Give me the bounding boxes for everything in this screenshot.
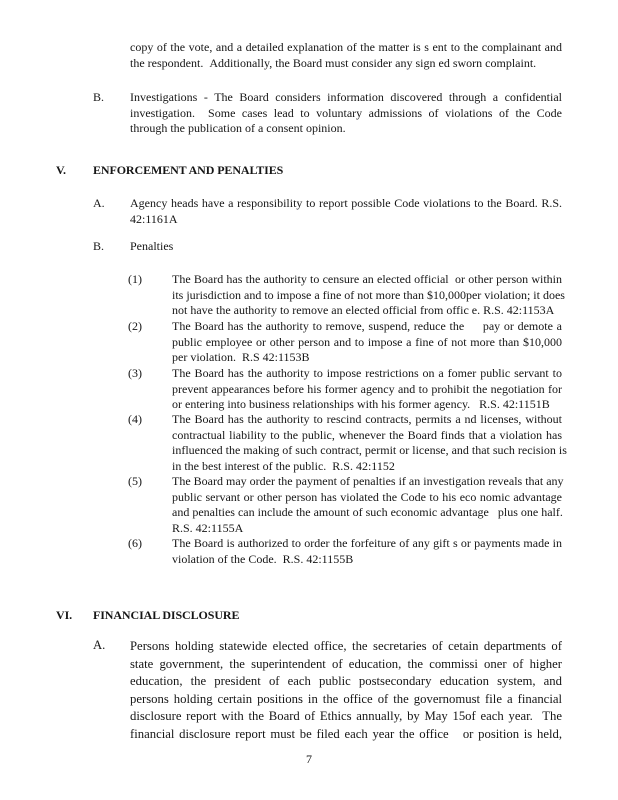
penalty-item-3 <box>128 366 562 413</box>
text-line: and penalties can include the amount of such economic advantage plus one half. <box>172 505 563 519</box>
paragraph-lines <box>172 474 562 536</box>
text-line: Investigations - The Board considers information discovered through a confidential <box>130 90 562 104</box>
paragraph-lines <box>130 638 562 743</box>
paragraph-lines <box>172 272 565 319</box>
text-line: The Board has the authority to rescind contracts, permits a nd licenses, without <box>172 412 562 426</box>
text-line: education, the president of each public postsecondary education system, and <box>130 674 562 688</box>
item-marker: (6) <box>128 536 142 550</box>
section-title: FINANCIAL DISCLOSURE <box>93 608 240 622</box>
item-marker: (3) <box>128 366 142 380</box>
item-b-investigations <box>93 90 562 137</box>
paragraph-lines <box>130 196 562 227</box>
text-line: copy of the vote, and a detailed explanation of the matter is s ent to the complainant and <box>130 40 562 54</box>
text-line: The Board has the authority to remove, suspend, reduce the pay or demote a <box>172 319 562 333</box>
paragraph-lines <box>130 239 562 255</box>
paragraph-lines <box>130 90 562 137</box>
text-line: state government, the superintendent of education, the commissi oner of higher <box>130 656 562 671</box>
item-a-agency-heads <box>93 196 562 227</box>
text-line: The Board may order the payment of penalties if an investigation reveals that any <box>172 474 564 488</box>
text-line: not have the authority to remove an elected official from offic e. R.S. 42:1153A <box>172 303 555 317</box>
section-v-heading <box>56 163 562 179</box>
penalty-item-1 <box>128 272 565 319</box>
text-line: 42:1161A <box>130 211 178 226</box>
text-line: Penalties <box>130 239 174 253</box>
page-number: 7 <box>306 752 312 766</box>
text-line: disclosure report with the Board of Ethics annually, by May 15of each year. The <box>130 709 562 723</box>
section-title: ENFORCEMENT AND PENALTIES <box>93 163 284 177</box>
penalty-item-2 <box>128 319 562 366</box>
text-line: financial disclosure report must be filed each year the office or position is held, <box>130 726 562 741</box>
item-marker: B. <box>93 90 105 104</box>
text-line: the respondent. Additionally, the Board must consider any sign ed sworn complaint. <box>130 55 537 70</box>
text-line: in the best interest of the public. R.S. 42:1152 <box>172 458 395 473</box>
section-marker: V. <box>56 163 66 177</box>
paragraph-lines <box>130 40 562 71</box>
text-line: its jurisdiction and to impose a fine of not more than $10,000per violation; it does <box>172 287 565 302</box>
text-line: through the publication of a consent opinion. <box>130 121 346 135</box>
text-line: The Board has the authority to censure an elected official or other person within <box>172 272 562 286</box>
penalty-item-4 <box>128 412 567 474</box>
text-line: The Board is authorized to order the forfeiture of any gift s or payments made in <box>172 536 562 550</box>
text-line: Agency heads have a responsibility to report possible Code violations to the Board. R.S. <box>130 196 562 210</box>
text-line: investigation. Some cases lead to voluntary admissions of violations of the Code <box>130 105 562 120</box>
section-marker: VI. <box>56 608 73 622</box>
item-marker: B. <box>93 239 105 253</box>
text-line: prevent appearances before his former agency and to prohibit the negotiation for <box>172 381 562 396</box>
paragraph-lines <box>172 536 562 567</box>
item-marker: (4) <box>128 412 142 426</box>
text-line: public employee or other person and to impose a fine of not more than $10,000 <box>172 334 562 349</box>
item-marker: A. <box>93 196 105 210</box>
text-line: Persons holding statewide elected office, the secretaries of cetain departments of <box>130 639 562 653</box>
item-marker: (1) <box>128 272 142 286</box>
item-marker: A. <box>93 638 106 652</box>
item-marker: (2) <box>128 319 142 333</box>
item-b-penalties <box>93 239 562 255</box>
text-line: public servant or other person has violated the Code to his eco nomic advantage <box>172 489 562 504</box>
paragraph-lines <box>172 319 562 366</box>
text-line: or entering into business relationships with his former agency. R.S. 42:1151B <box>172 397 550 411</box>
text-line: violation of the Code. R.S. 42:1155B <box>172 551 354 566</box>
text-line: contractual liability to the public, whenever the Board finds that a violation has <box>172 427 562 442</box>
text-line: The Board has the authority to impose restrictions on a fomer public servant to <box>172 366 562 380</box>
section-vi-heading <box>56 608 562 624</box>
text-line: influenced the making of such contract, permit or license, and that such recision is <box>172 443 567 457</box>
penalty-item-6 <box>128 536 562 567</box>
paragraph-lines <box>172 366 562 413</box>
item-a-financial-disclosure <box>93 638 562 743</box>
intro-continuation-paragraph <box>130 40 562 71</box>
penalty-item-5 <box>128 474 562 536</box>
text-line: persons holding certain positions in the office of the governomust file a financial <box>130 691 562 706</box>
text-line: R.S. 42:1155A <box>172 520 244 535</box>
item-marker: (5) <box>128 474 142 488</box>
text-line: per violation. R.S 42:1153B <box>172 350 310 364</box>
paragraph-lines <box>172 412 567 474</box>
